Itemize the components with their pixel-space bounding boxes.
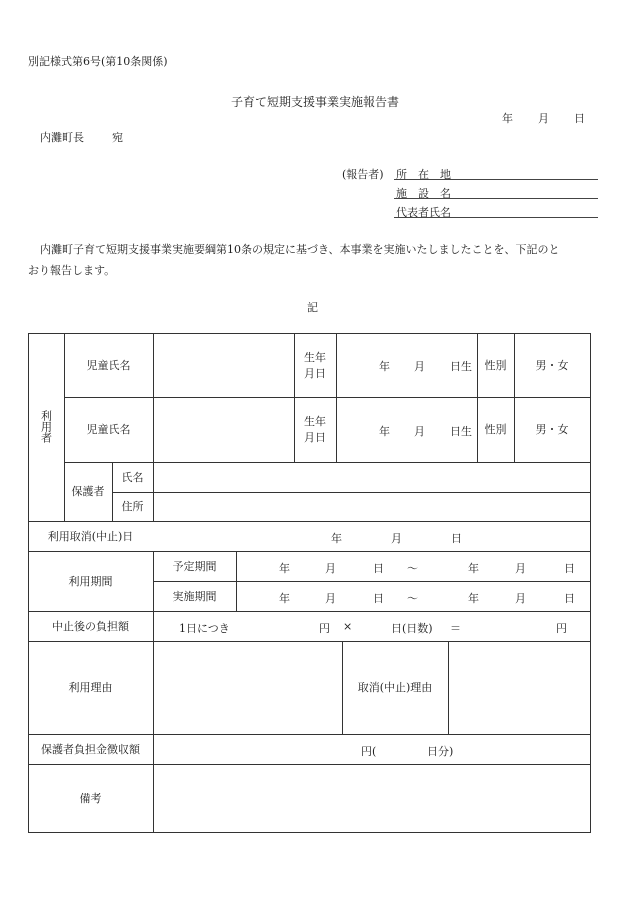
table-line — [336, 333, 337, 462]
table-line — [28, 832, 591, 833]
birth-label-2b: 月日 — [304, 431, 326, 444]
days-count-label: 日(日数) — [391, 622, 433, 635]
cancel-reason-field[interactable] — [449, 642, 590, 734]
guardian-address-field[interactable] — [154, 493, 590, 521]
actual-tilde: ～ — [407, 592, 418, 605]
birth-month-1: 月 — [414, 360, 425, 373]
times-symbol: × — [343, 620, 353, 633]
gender-options-2[interactable]: 男・女 — [535, 423, 569, 436]
collected-yen: 円( — [361, 745, 377, 758]
guardian-name-label: 氏名 — [121, 470, 144, 484]
child-name-field-2[interactable] — [154, 398, 294, 462]
usage-reason-label: 利用理由 — [68, 681, 113, 694]
collected-days: 日分) — [427, 745, 454, 758]
reporter-label: (報告者) — [342, 168, 384, 181]
child-name-field-1[interactable] — [154, 334, 294, 397]
birth-month-2: 月 — [414, 425, 425, 438]
guardian-address-label: 住所 — [121, 500, 144, 513]
birth-year-2: 年 — [379, 425, 390, 438]
cancel-year: 年 — [331, 532, 342, 545]
burden-yen-2: 円 — [556, 622, 567, 635]
date-month-label: 月 — [538, 112, 549, 125]
birth-day-2: 日生 — [450, 425, 472, 438]
period-label: 利用期間 — [68, 574, 113, 588]
collected-amount-label: 保護者負担金徴収額 — [41, 742, 140, 756]
birth-year-1: 年 — [379, 360, 390, 373]
remarks-label: 備考 — [79, 791, 102, 805]
reporter-representative-line[interactable] — [394, 217, 598, 218]
form-number: 別記様式第6号(第10条関係) — [28, 55, 168, 68]
actual-period-label: 実施期間 — [172, 589, 217, 603]
child-name-label-2: 児童氏名 — [86, 423, 131, 436]
planned-start-year: 年 — [279, 562, 290, 575]
birth-label-1a: 生年 — [304, 351, 326, 364]
user-section-label: 利用者 — [39, 409, 53, 443]
reporter-address-label: 所 在 地 — [396, 168, 451, 181]
planned-start-day: 日 — [373, 562, 384, 575]
per-day-label: 1日につき — [179, 622, 230, 635]
gender-options-1[interactable]: 男・女 — [535, 358, 569, 372]
guardian-label: 保護者 — [71, 485, 105, 498]
usage-reason-field[interactable] — [154, 642, 342, 734]
actual-start-year: 年 — [279, 592, 290, 605]
birth-label-2a: 生年 — [304, 415, 326, 428]
child-name-label-1: 児童氏名 — [86, 358, 131, 372]
body-text-line2: おり報告します。 — [28, 264, 116, 277]
planned-end-year: 年 — [468, 562, 479, 575]
cancel-date-label: 利用取消(中止)日 — [47, 529, 134, 543]
planned-end-month: 月 — [515, 562, 526, 575]
reporter-address-line[interactable] — [394, 179, 598, 180]
reporter-representative-label: 代表者氏名 — [396, 206, 451, 219]
birth-label-1b: 月日 — [304, 367, 326, 380]
addressee: 内灘町長 — [40, 131, 84, 144]
planned-period-label: 予定期間 — [172, 559, 217, 573]
table-line — [236, 551, 237, 611]
date-year-label: 年 — [502, 112, 513, 125]
body-text-line1: 内灘町子育て短期支援事業実施要綱第10条の規定に基づき、本事業を実施いたしましたことを、下記のと — [40, 243, 560, 256]
planned-tilde: ～ — [407, 562, 418, 575]
page-title: 子育て短期支援事業実施報告書 — [231, 95, 400, 109]
burden-yen-1: 円 — [319, 622, 330, 635]
actual-start-month: 月 — [325, 592, 336, 605]
planned-end-day: 日 — [564, 562, 575, 575]
actual-end-year: 年 — [468, 592, 479, 605]
reporter-facility-label: 施 設 名 — [396, 187, 451, 200]
burden-after-label: 中止後の負担額 — [52, 619, 129, 633]
reporter-facility-line[interactable] — [394, 198, 598, 199]
table-line — [590, 333, 591, 833]
remarks-field[interactable] — [154, 765, 590, 832]
guardian-name-field[interactable] — [154, 463, 590, 492]
ki-heading: 記 — [307, 301, 318, 314]
date-day-label: 日 — [574, 112, 585, 125]
equals-symbol: ＝ — [450, 622, 461, 635]
cancel-month: 月 — [391, 532, 402, 545]
actual-end-day: 日 — [564, 592, 575, 605]
planned-start-month: 月 — [325, 562, 336, 575]
cancel-day: 日 — [451, 532, 462, 545]
actual-start-day: 日 — [373, 592, 384, 605]
birth-day-1: 日生 — [450, 360, 472, 373]
actual-end-month: 月 — [515, 592, 526, 605]
gender-label-2: 性別 — [484, 423, 507, 436]
addressee-suffix: 宛 — [112, 131, 123, 144]
cancel-reason-label: 取消(中止)理由 — [357, 681, 433, 694]
gender-label-1: 性別 — [484, 358, 507, 372]
